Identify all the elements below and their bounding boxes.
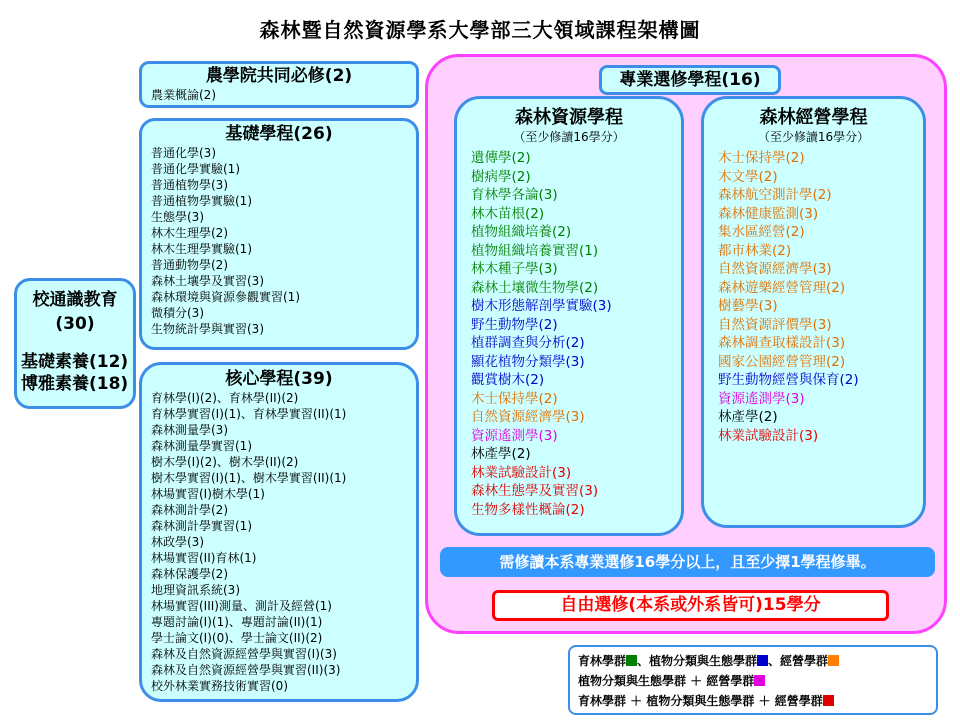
elective-requirement-note: 需修讀本系專業選修16學分以上，且至少擇1學程修畢。: [440, 547, 935, 577]
elective-course-item: 生物多樣性概論(2): [471, 501, 585, 518]
course-item: 農業概論(2): [151, 88, 216, 102]
course-item: 育林學(I)(2)、育林學(II)(2): [151, 391, 299, 405]
core-program-title: 核心學程(39): [225, 369, 333, 389]
college-required-box: [139, 61, 419, 108]
orange-square-icon: [828, 655, 839, 666]
green-square-icon: [626, 655, 637, 666]
forest-resources-subtitle: （至少修讀16學分）: [513, 130, 625, 144]
course-item: 樹木學實習(I)(1)、樹木學實習(II)(1): [151, 471, 347, 485]
course-item: 森林測量學實習(1): [151, 439, 252, 453]
course-item: 林木生理學(2): [151, 226, 228, 240]
general-education-item: 博雅素養(18): [21, 374, 129, 394]
course-item: 普通植物學(3): [151, 178, 228, 192]
general-education-item: 基礎素養(12): [21, 352, 129, 372]
course-item: 林場實習(III)測量、測計及經營(1): [151, 599, 332, 613]
elective-course-item: 自然資源經濟學(3): [718, 261, 832, 277]
color-legend: [568, 645, 938, 715]
core-program-list: [142, 390, 416, 694]
legend-text: 育林學群: [578, 654, 627, 668]
elective-course-item: 林產學(2): [718, 409, 778, 425]
elective-course-item: 樹病學(2): [471, 168, 531, 185]
blue-square-icon: [757, 655, 768, 666]
basic-program-title: 基礎學程(26): [225, 124, 333, 144]
legend-text: 、植物分類與生態學群: [637, 654, 758, 668]
course-item: 樹木學(I)(2)、樹木學(II)(2): [151, 455, 299, 469]
purple-square-icon: [754, 675, 765, 686]
course-item: 普通化學實驗(1): [151, 162, 240, 176]
elective-course-item: 樹木形態解剖學實驗(3): [471, 298, 612, 314]
elective-course-item: 植物組織培養實習(1): [471, 242, 599, 259]
college-required-list: [142, 87, 416, 103]
red-square-icon: [823, 695, 834, 706]
elective-course-item: 資源遙測學(3): [471, 427, 558, 444]
course-item: 林木生理學實驗(1): [151, 242, 252, 256]
elective-course-item: 林業試驗設計(3): [471, 464, 572, 481]
elective-course-item: 林木種子學(3): [471, 261, 558, 277]
legend-line-2: [578, 671, 928, 691]
course-item: 森林保護學(2): [151, 567, 228, 581]
elective-course-item: 森林遊樂經營管理(2): [718, 279, 846, 296]
elective-course-item: 遺傳學(2): [471, 150, 531, 166]
elective-course-item: 國家公園經營管理(2): [718, 353, 846, 370]
free-elective-box: 自由選修(本系或外系皆可)15學分: [492, 590, 889, 621]
forest-management-subtitle: （至少修讀16學分）: [757, 130, 870, 144]
elective-course-item: 木士保持學(2): [471, 390, 558, 407]
course-item: 微積分(3): [151, 306, 204, 320]
elective-course-item: 自然資源評價學(3): [718, 316, 832, 333]
elective-course-item: 野生動物經營與保育(2): [718, 372, 859, 388]
course-item: 校外林業實務技術實習(0): [151, 679, 288, 693]
course-item: 森林土壤學及實習(3): [151, 274, 264, 288]
forest-resources-title: 森林資源學程: [515, 107, 623, 128]
course-item: 普通植物學實驗(1): [151, 194, 252, 208]
core-program-box: [139, 362, 419, 702]
elective-program-title: 專業選修學程(16): [619, 70, 761, 90]
elective-course-item: 森林健康監測(3): [718, 205, 819, 222]
basic-program-box: [139, 118, 419, 350]
legend-text: 、經營學群: [768, 654, 829, 668]
elective-course-item: 自然資源經濟學(3): [471, 409, 585, 425]
forest-resources-list: [457, 149, 681, 519]
course-item: 育林學實習(I)(1)、育林學實習(II)(1): [151, 407, 347, 421]
basic-program-list: [142, 145, 416, 337]
course-item: 森林測計學(2): [151, 503, 228, 517]
elective-course-item: 森林生態學及實習(3): [471, 483, 599, 499]
course-item: 生物統計學與實習(3): [151, 322, 264, 336]
legend-text: 植物分類與生態學群 ＋ 經營學群: [578, 674, 755, 688]
forest-management-list: [704, 149, 923, 445]
elective-course-item: 植物組織培養(2): [471, 224, 572, 240]
course-item: 學士論文(I)(0)、學士論文(II)(2): [151, 631, 323, 645]
general-education-credits: (30): [55, 314, 95, 334]
general-education-title: 校通識教育: [32, 290, 118, 310]
legend-text: 育林學群 ＋ 植物分類與生態學群 ＋ 經營學群: [578, 694, 823, 708]
course-item: 森林測量學(3): [151, 423, 228, 437]
elective-course-item: 林木苗根(2): [471, 205, 545, 222]
elective-course-item: 野生動物學(2): [471, 316, 558, 333]
course-item: 林場實習(I)樹木學(1): [151, 487, 265, 501]
elective-course-item: 木文學(2): [718, 168, 778, 185]
page-title: 森林暨自然資源學系大學部三大領域課程架構圖: [259, 18, 701, 42]
elective-course-item: 森林調查取樣設計(3): [718, 335, 846, 351]
course-item: 森林測計學實習(1): [151, 519, 252, 533]
elective-course-item: 都市林業(2): [718, 242, 792, 259]
course-item: 林場實習(II)育林(1): [151, 551, 257, 565]
course-item: 普通化學(3): [151, 146, 216, 160]
course-item: 地理資訊系統(3): [151, 583, 240, 597]
elective-program-title-box: [599, 65, 781, 95]
course-item: 森林及自然資源經營學與實習(I)(3): [151, 647, 337, 661]
course-item: 森林環境與資源參觀實習(1): [151, 290, 300, 304]
elective-course-item: 資源遙測學(3): [718, 390, 805, 407]
elective-course-item: 林業試驗設計(3): [718, 427, 819, 444]
legend-line-3: [578, 691, 928, 711]
elective-course-item: 育林學各論(3): [471, 187, 558, 203]
elective-course-item: 集水區經營(2): [718, 224, 805, 240]
elective-course-item: 森林航空測計學(2): [718, 187, 832, 203]
elective-course-item: 顯花植物分類學(3): [471, 353, 585, 370]
course-item: 專題討論(I)(1)、專題討論(II)(1): [151, 615, 323, 629]
forest-management-title: 森林經營學程: [759, 107, 868, 128]
elective-course-item: 觀賞樹木(2): [471, 372, 545, 388]
legend-line-1: [578, 651, 928, 671]
course-item: 森林及自然資源經營學與實習(II)(3): [151, 663, 341, 677]
college-required-title: 農學院共同必修(2): [205, 66, 353, 86]
elective-course-item: 林產學(2): [471, 446, 531, 462]
forest-resources-track: [454, 96, 684, 536]
elective-course-item: 木士保持學(2): [718, 150, 805, 166]
forest-management-track: [701, 96, 926, 528]
course-item: 林政學(3): [151, 535, 204, 549]
elective-course-item: 植群調查與分析(2): [471, 335, 585, 351]
elective-course-item: 森林土壤微生物學(2): [471, 279, 599, 296]
general-education-box: [14, 278, 136, 409]
elective-course-item: 樹藝學(3): [718, 298, 778, 314]
course-item: 普通動物學(2): [151, 258, 228, 272]
course-item: 生態學(3): [151, 210, 204, 224]
